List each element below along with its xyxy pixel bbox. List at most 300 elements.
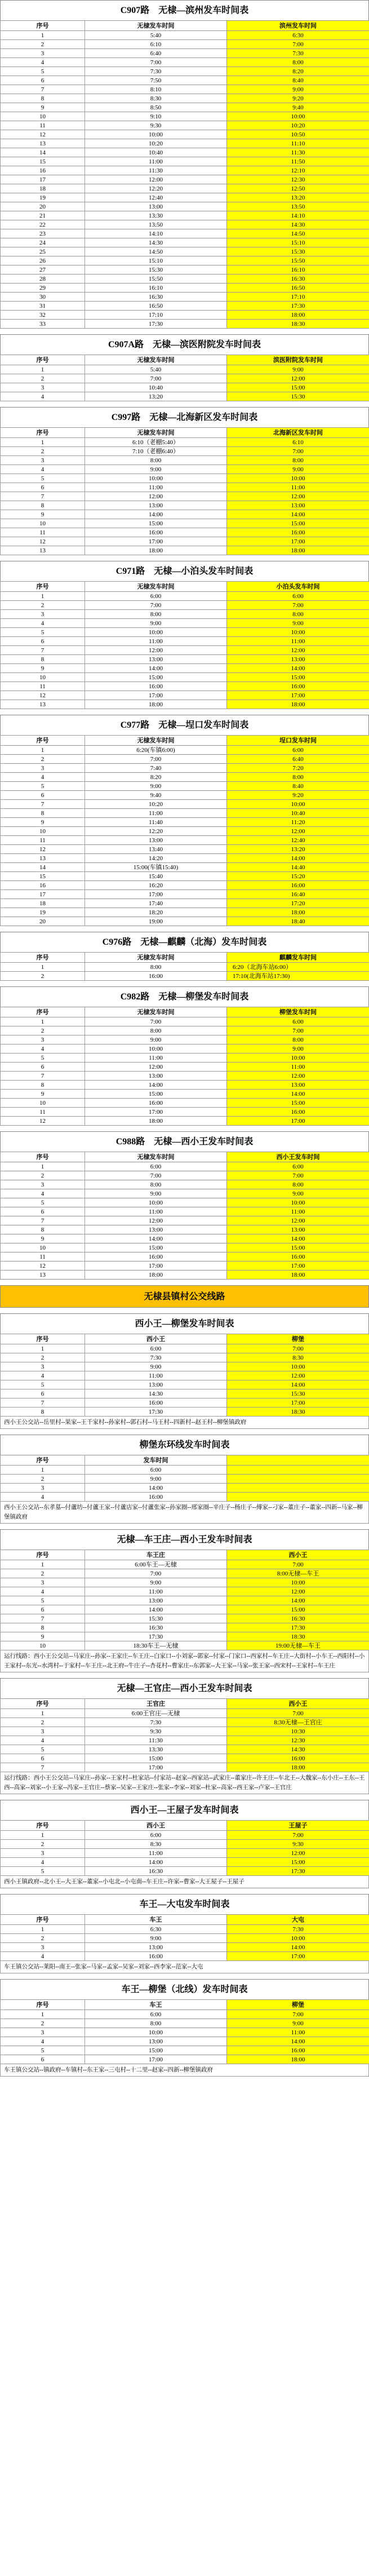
table-row [1, 293, 369, 302]
table-cell: 15:30 [227, 247, 369, 256]
table-cell: 6:40 [227, 755, 369, 764]
table-cell: 4 [1, 1189, 85, 1198]
timetable-title: C976路 无棣—麒麟（北海）发车时间表 [0, 932, 369, 952]
table-cell: 18:00 [85, 1271, 227, 1280]
table-cell: 16:00 [227, 682, 369, 691]
table-cell: 6:00 [227, 1017, 369, 1026]
table-header-cell: 无棣发车时间 [85, 736, 227, 746]
table-row [1, 1099, 369, 1108]
table-cell: 14:40 [227, 863, 369, 872]
table-cell: 7:00 [227, 1026, 369, 1035]
timetable-section [0, 1678, 369, 1794]
table-cell: 8:00 [85, 456, 227, 465]
timetable-section [0, 932, 369, 981]
table-cell: 19:00 [85, 917, 227, 926]
table-cell: 9:30 [85, 1727, 227, 1736]
table-cell: 17:00 [85, 537, 227, 546]
table-cell: 5 [1, 1596, 85, 1605]
table-cell: 6 [1, 76, 85, 85]
table-row [1, 383, 369, 392]
table-cell: 12:40 [227, 836, 369, 845]
table-cell: 17:30 [85, 1407, 227, 1417]
table-header-cell: 车王庄 [85, 1550, 227, 1560]
table-cell: 19 [1, 908, 85, 917]
table-cell: 7:00 [85, 1017, 227, 1026]
timetable-title: 西小王—柳堡发车时间表 [0, 1313, 369, 1334]
table-header-row [1, 1455, 369, 1466]
table-cell: 14:10 [227, 211, 369, 220]
table-cell: 16:00 [85, 1252, 227, 1262]
table-cell: 14:00 [227, 2037, 369, 2046]
table-cell: 3 [1, 1578, 85, 1587]
route-description: 运行线路：西小王公交站--马家庄--孙家--王家村--杜家站--付家站--赵家--西家站--武家庄--董家庄--许王庄--车北王--大魏家--东小庄--王东--王西--高家--刘家--小王家--冯家--王官庄--蔡家--吴家--王家庄--张家--李家--刘家--杜家--高家--西王家--卢家--王官庄 [0, 1772, 369, 1794]
table-row [1, 202, 369, 211]
table-row [1, 908, 369, 917]
table-row [1, 827, 369, 836]
table-cell: 7 [1, 1614, 85, 1623]
table-cell: 1 [1, 1925, 85, 1934]
table-cell: 9:00 [85, 465, 227, 474]
table-cell: 5 [1, 628, 85, 637]
table-header-cell: 序号 [1, 1699, 85, 1709]
table-header-cell [227, 1455, 369, 1466]
table-cell: 27 [1, 265, 85, 275]
table-cell: 14:00 [227, 1380, 369, 1389]
table-header-cell: 序号 [1, 428, 85, 438]
table-row [1, 755, 369, 764]
table-row [1, 1943, 369, 1952]
table-cell: 9 [1, 1090, 85, 1099]
table-cell: 13:00 [85, 1380, 227, 1389]
table-cell: 8 [1, 1081, 85, 1090]
table-row [1, 1234, 369, 1243]
table-cell: 13:00 [85, 655, 227, 664]
table-row [1, 881, 369, 890]
timetable-section [0, 1529, 369, 1672]
table-cell: 2 [1, 1718, 85, 1727]
table-header-cell: 序号 [1, 355, 85, 365]
table-cell: 13:20 [85, 392, 227, 401]
table-cell: 15 [1, 157, 85, 166]
table-cell: 15:10 [227, 238, 369, 247]
table-cell: 10:00 [227, 1578, 369, 1587]
table-cell: 15:00 [85, 1090, 227, 1099]
timetable [0, 1550, 369, 1650]
table-cell: 10:20 [227, 121, 369, 130]
table-row [1, 1745, 369, 1754]
table-cell: 17:30 [85, 1632, 227, 1641]
table-cell: 8:00 [227, 773, 369, 782]
table-row [1, 1560, 369, 1569]
table-cell: 14:00 [227, 664, 369, 673]
table-cell: 9:00 [227, 365, 369, 374]
table-cell: 2 [1, 2019, 85, 2028]
table-cell: 13:00 [227, 655, 369, 664]
table-cell: 12 [1, 1262, 85, 1271]
table-cell: 11 [1, 528, 85, 537]
table-cell: 13 [1, 546, 85, 555]
timetable [0, 427, 369, 555]
table-cell: 7:00 [85, 601, 227, 610]
table-header-cell: 序号 [1, 2000, 85, 2010]
timetable-section [0, 1979, 369, 2077]
table-header-row [1, 1915, 369, 1925]
table-cell: 7:00 [85, 1171, 227, 1180]
table-cell: 13:00 [227, 1081, 369, 1090]
table-cell: 6 [1, 1063, 85, 1072]
table-row [1, 193, 369, 202]
table-cell [227, 1466, 369, 1475]
table-header-cell: 埕口发车时间 [227, 736, 369, 746]
table-row [1, 49, 369, 58]
table-row [1, 1578, 369, 1587]
table-header-row [1, 1152, 369, 1162]
table-row [1, 1858, 369, 1867]
table-cell: 9:00 [227, 619, 369, 628]
table-header-cell: 王官庄 [85, 1699, 227, 1709]
table-cell: 3 [1, 1727, 85, 1736]
table-row [1, 1072, 369, 1081]
table-cell: 10 [1, 519, 85, 528]
table-cell: 13:00 [85, 1596, 227, 1605]
table-cell: 11:50 [227, 157, 369, 166]
table-cell: 12:00 [227, 1072, 369, 1081]
table-cell: 11:30 [227, 148, 369, 157]
table-cell: 17:10 [85, 311, 227, 320]
table-cell: 11:00 [227, 1207, 369, 1216]
table-row [1, 58, 369, 67]
table-cell: 12:00 [227, 1216, 369, 1225]
table-row [1, 863, 369, 872]
table-cell: 11 [1, 1252, 85, 1262]
table-cell: 4 [1, 1371, 85, 1380]
table-row [1, 1063, 369, 1072]
timetable-section [0, 1894, 369, 1973]
table-cell: 7 [1, 492, 85, 501]
table-cell: 12:00 [85, 1216, 227, 1225]
table-cell: 6 [1, 2055, 85, 2064]
table-cell: 3 [1, 1849, 85, 1858]
table-cell: 9:00 [85, 782, 227, 791]
table-cell: 17:00 [227, 1117, 369, 1126]
table-cell: 18:00 [227, 908, 369, 917]
table-header-cell: 小泊头发车时间 [227, 582, 369, 592]
table-cell: 11:00 [227, 1063, 369, 1072]
table-cell: 8:30 [227, 1353, 369, 1362]
table-cell: 3 [1, 1180, 85, 1189]
table-cell: 17 [1, 175, 85, 184]
table-cell: 18:20 [85, 908, 227, 917]
table-row [1, 764, 369, 773]
table-row [1, 1171, 369, 1180]
table-cell: 5 [1, 1745, 85, 1754]
table-row [1, 800, 369, 809]
table-header-cell: 车王 [85, 2000, 227, 2010]
table-cell: 14:50 [85, 247, 227, 256]
table-cell: 1 [1, 1560, 85, 1569]
table-header-cell: 无棣发车时间 [85, 428, 227, 438]
table-row [1, 474, 369, 483]
table-row [1, 1614, 369, 1623]
table-cell: 17:00 [227, 1398, 369, 1407]
table-cell: 14:10 [85, 229, 227, 238]
table-cell: 6 [1, 1207, 85, 1216]
table-cell: 10 [1, 1641, 85, 1650]
table-cell: 13:00 [85, 501, 227, 510]
table-cell: 7 [1, 800, 85, 809]
timetable-title: 车王—柳堡（北线）发车时间表 [0, 1979, 369, 1999]
table-cell: 8:00 [85, 2019, 227, 2028]
table-cell: 18 [1, 899, 85, 908]
table-cell: 9:00 [85, 619, 227, 628]
table-cell: 14:20 [85, 854, 227, 863]
table-cell: 11:00 [85, 809, 227, 818]
table-cell: 13 [1, 139, 85, 148]
table-cell: 9:10 [85, 112, 227, 121]
table-header-cell: 发车时间 [85, 1455, 227, 1466]
table-cell: 16:00 [227, 1252, 369, 1262]
table-row [1, 1952, 369, 1961]
table-cell [227, 1493, 369, 1502]
table-cell: 13:30 [85, 1745, 227, 1754]
table-header-cell: 无棣发车时间 [85, 582, 227, 592]
table-cell: 10:00 [227, 1054, 369, 1063]
table-cell: 4 [1, 465, 85, 474]
table-cell: 12:00 [227, 1849, 369, 1858]
table-cell: 17:30 [227, 302, 369, 311]
timetable-section [0, 334, 369, 401]
table-cell: 14:00 [227, 510, 369, 519]
table-cell: 3 [1, 1943, 85, 1952]
table-row [1, 1840, 369, 1849]
table-cell: 11 [1, 121, 85, 130]
table-row [1, 31, 369, 40]
table-cell: 28 [1, 275, 85, 284]
table-row [1, 1081, 369, 1090]
table-cell: 9:40 [85, 791, 227, 800]
table-cell: 15:00 [227, 1243, 369, 1252]
table-cell: 8 [1, 1225, 85, 1234]
table-cell: 7 [1, 646, 85, 655]
table-cell: 20 [1, 202, 85, 211]
table-cell: 17:00 [227, 691, 369, 700]
table-cell: 8:00无棣—车王 [227, 1569, 369, 1578]
table-cell: 11:10 [227, 139, 369, 148]
table-row [1, 302, 369, 311]
table-cell: 8 [1, 501, 85, 510]
table-cell: 3 [1, 1362, 85, 1371]
table-row [1, 1407, 369, 1417]
table-cell: 15:50 [227, 256, 369, 265]
table-cell: 11 [1, 836, 85, 845]
table-cell: 18:00 [227, 700, 369, 709]
table-header-cell: 无棣发车时间 [85, 355, 227, 365]
table-header-cell: 序号 [1, 1152, 85, 1162]
table-cell: 10:00 [85, 2028, 227, 2037]
table-cell: 12:40 [85, 193, 227, 202]
table-row [1, 1044, 369, 1054]
table-cell: 10 [1, 1099, 85, 1108]
timetable [0, 581, 369, 709]
table-cell: 22 [1, 220, 85, 229]
table-cell: 1 [1, 2010, 85, 2019]
route-description: 车王镇公交站--镇政府--车镇村--东王家--三屯村--十二里--赵家--四新--柳堡镇政府 [0, 2064, 369, 2077]
table-cell: 8:40 [227, 76, 369, 85]
table-row [1, 456, 369, 465]
table-cell: 5 [1, 67, 85, 76]
table-cell: 12:20 [85, 184, 227, 193]
table-cell: 10 [1, 1243, 85, 1252]
table-row [1, 220, 369, 229]
table-cell: 16:00 [85, 1493, 227, 1502]
table-row [1, 1925, 369, 1934]
table-cell: 5 [1, 2046, 85, 2055]
table-row [1, 899, 369, 908]
table-cell: 17:00 [227, 1262, 369, 1271]
table-cell: 1 [1, 1162, 85, 1171]
table-cell: 6:40 [85, 49, 227, 58]
table-cell: 12:30 [227, 175, 369, 184]
table-cell: 14:50 [227, 229, 369, 238]
table-cell: 7 [1, 85, 85, 94]
table-cell: 16:00 [85, 1398, 227, 1407]
table-row [1, 691, 369, 700]
table-cell: 18:00 [227, 1763, 369, 1772]
table-cell: 15:00 [85, 673, 227, 682]
table-cell: 7:30 [227, 1925, 369, 1934]
timetable [0, 1820, 369, 1876]
table-row [1, 1709, 369, 1718]
table-row [1, 175, 369, 184]
table-cell: 11:00 [227, 483, 369, 492]
table-cell: 14:00 [227, 854, 369, 863]
table-header-cell: 大屯 [227, 1915, 369, 1925]
table-cell: 9:00 [227, 1044, 369, 1054]
table-row [1, 1389, 369, 1398]
table-cell: 14:00 [85, 1858, 227, 1867]
table-cell [227, 1475, 369, 1484]
table-cell: 12 [1, 130, 85, 139]
table-cell: 11:00 [85, 157, 227, 166]
table-cell: 5:40 [85, 31, 227, 40]
table-cell: 10:00 [227, 474, 369, 483]
table-row [1, 1718, 369, 1727]
timetable [0, 1914, 369, 1961]
table-cell: 16:30 [85, 1867, 227, 1876]
table-row [1, 374, 369, 383]
table-cell: 2 [1, 1171, 85, 1180]
table-cell: 7:00 [227, 1344, 369, 1353]
table-row [1, 1867, 369, 1876]
table-header-row [1, 1334, 369, 1344]
table-cell: 9 [1, 818, 85, 827]
table-header-cell: 柳堡发车时间 [227, 1007, 369, 1017]
table-row [1, 809, 369, 818]
table-cell: 15:10 [85, 256, 227, 265]
table-cell: 11:20 [227, 818, 369, 827]
table-cell: 15:00 [85, 2046, 227, 2055]
table-row [1, 773, 369, 782]
table-cell: 15:30 [227, 392, 369, 401]
table-header-cell: 序号 [1, 953, 85, 963]
table-row [1, 76, 369, 85]
table-cell: 11:30 [85, 1736, 227, 1745]
table-row [1, 1262, 369, 1271]
table-header-cell: 麒麟发车时间 [227, 953, 369, 963]
table-cell: 7:00 [227, 447, 369, 456]
table-cell: 2 [1, 755, 85, 764]
table-cell: 9 [1, 1234, 85, 1243]
timetable-title: 无棣—王官庄—西小王发车时间表 [0, 1678, 369, 1698]
table-cell: 15:30 [85, 1614, 227, 1623]
route-description: 车王镇公交站--莱阳--南王--张家--马家--孟家--吴家--刘家--西李家--范家--大屯 [0, 1961, 369, 1973]
table-cell: 7:20 [227, 764, 369, 773]
table-header-cell: 序号 [1, 1334, 85, 1344]
table-cell: 13 [1, 854, 85, 863]
table-cell: 2 [1, 447, 85, 456]
table-cell: 5 [1, 474, 85, 483]
table-row [1, 1207, 369, 1216]
table-row [1, 664, 369, 673]
table-header-cell: 车王 [85, 1915, 227, 1925]
timetable [0, 355, 369, 401]
table-cell: 13:50 [227, 202, 369, 211]
table-cell: 4 [1, 1736, 85, 1745]
table-cell: 9:00 [85, 1475, 227, 1484]
table-row [1, 2010, 369, 2019]
table-cell: 4 [1, 1952, 85, 1961]
table-cell: 14:00 [85, 1081, 227, 1090]
table-cell: 3 [1, 1035, 85, 1044]
table-row [1, 1371, 369, 1380]
table-cell: 2 [1, 40, 85, 49]
table-cell: 7:00 [227, 601, 369, 610]
table-cell: 17:00 [227, 537, 369, 546]
table-cell: 9:00 [85, 1362, 227, 1371]
table-cell: 6 [1, 1605, 85, 1614]
table-row [1, 1596, 369, 1605]
table-cell: 10:40 [85, 148, 227, 157]
table-row [1, 1493, 369, 1502]
table-cell: 11:40 [85, 818, 227, 827]
table-cell: 16 [1, 881, 85, 890]
table-header-cell: 无棣发车时间 [85, 953, 227, 963]
table-header-row [1, 355, 369, 365]
table-row [1, 546, 369, 555]
table-header-cell: 柳堡 [227, 1334, 369, 1344]
table-row [1, 2055, 369, 2064]
table-header-row [1, 953, 369, 963]
table-header-cell: 无棣发车时间 [85, 1007, 227, 1017]
table-cell: 14:00 [227, 1090, 369, 1099]
timetable [0, 1455, 369, 1502]
table-cell: 14:30 [85, 1389, 227, 1398]
table-header-row [1, 1007, 369, 1017]
table-cell: 1 [1, 1017, 85, 1026]
table-row [1, 320, 369, 329]
table-cell: 23 [1, 229, 85, 238]
table-cell: 16:00 [85, 1099, 227, 1108]
table-header-cell: 序号 [1, 1007, 85, 1017]
table-cell: 17:30 [227, 1623, 369, 1632]
table-cell: 9:00 [85, 1035, 227, 1044]
table-row [1, 1054, 369, 1063]
table-cell: 15:40 [85, 872, 227, 881]
table-row [1, 845, 369, 854]
table-row [1, 2019, 369, 2028]
table-cell: 12:20 [85, 827, 227, 836]
table-cell: 10 [1, 827, 85, 836]
